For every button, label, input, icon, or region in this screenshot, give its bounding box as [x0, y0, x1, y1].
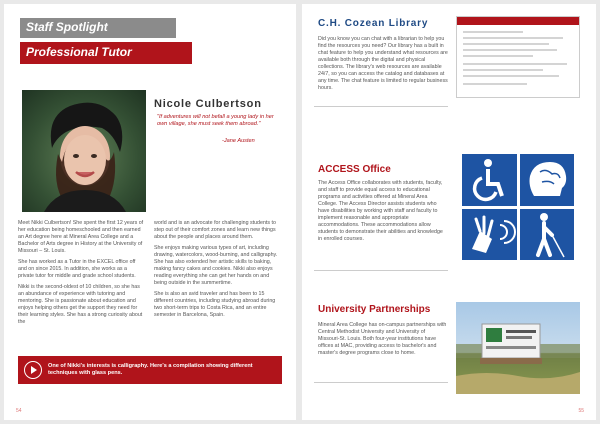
role-banner — [20, 42, 192, 64]
library-chat-screenshot — [456, 16, 580, 98]
library-body: Did you know you can chat with a librarian to help you find the resources you need? Our library has a built in chat feature to help you understand what resources are available both through the digital and physical collections. The library's web resources are available 24/7, so you can access the catalog and databases at any time. The chat feature is limited to regular business hours. — [318, 36, 448, 91]
play-icon[interactable] — [24, 361, 42, 379]
page-number-left: 54 — [16, 408, 22, 414]
section-divider — [314, 270, 448, 271]
page-number-right: 55 — [578, 408, 584, 414]
accessibility-icons — [462, 154, 574, 260]
staff-spotlight-banner — [20, 18, 176, 38]
blind-cane-icon — [520, 209, 575, 261]
access-body: The Access Office collaborates with students, faculty, and staff to provide equal access to educational programs and activities offered at Mineral Area College. The Access Director assists students who have disabilities by working with staff and faculty to implement reasonable and appropriate accommodations. These accommodations allow students to demonstrate their abilities and knowledge in enrolled courses. — [318, 180, 443, 242]
wheelchair-icon — [462, 154, 517, 206]
bio-column-right — [154, 220, 280, 323]
bio-paragraph: She is also an avid traveler and has been to 15 different countries, including studying abroad during two short-term trips to Costa Rica, and an entire semester in Barcelona, Spain. — [154, 291, 276, 318]
brain-icon — [520, 154, 575, 206]
bio-paragraph: She has worked as a Tutor in the EXCEL office off and on since 2015. In addition, she works as a private tutor for middle and grade school students. — [18, 259, 136, 279]
partnerships-title: University Partnerships — [318, 304, 431, 315]
bio-paragraph: She enjoys making various types of art, including drawing, watercolors, wood-burning, and calligraphy. She has also extended her artistic skills to baking, making fancy cakes and cookies. Nikki also enjoys reading everything she can get her hands on and being outside in the summertime. — [154, 245, 278, 286]
screenshot-line — [463, 43, 549, 45]
bio-paragraph: world and is an advocate for challenging students to step out of their comfort zones and learn new things about the people and places around them. — [154, 220, 276, 240]
screenshot-line — [463, 83, 527, 85]
screenshot-header-bar — [457, 17, 579, 25]
bio-paragraph: Nikki is the second-oldest of 10 children, so she has an abundance of experience with tutoring and mentoring. She is passionate about education and enjoys helping others get the support they need for their learning styles. She has a strong curiosity about the — [18, 284, 143, 325]
sign-language-icon — [462, 209, 517, 261]
left-page — [4, 4, 296, 420]
quote-text: "If adventures will not befall a young lady in her own village, she must seek them abroad." — [157, 114, 274, 127]
quote-author: -Jane Austen — [222, 138, 255, 144]
section-divider — [314, 382, 448, 383]
screenshot-line — [463, 31, 523, 33]
staff-photo — [22, 90, 146, 212]
callout-text: One of Nikki's interests is calligraphy. Here's a compilation showing different techniques with glass pens. — [48, 363, 253, 376]
section-divider — [314, 106, 448, 107]
screenshot-line — [463, 49, 557, 51]
partnerships-body: Mineral Area College has on-campus partnerships with Central Methodist University and University of Missouri-St. Louis. Both four-year institutions have offices at MAC, providing access to bachelor's and master's degree programs close to home. — [318, 322, 447, 356]
right-page — [302, 4, 596, 420]
library-title: C.H. Cozean Library — [318, 18, 429, 29]
access-title: ACCESS Office — [318, 164, 391, 175]
screenshot-line — [463, 55, 533, 57]
calligraphy-video-callout[interactable] — [18, 356, 282, 384]
staff-name: Nicole Culbertson — [154, 98, 262, 110]
bio-column-left — [18, 220, 144, 330]
role-label: Professional Tutor — [26, 45, 132, 59]
bio-paragraph: Meet Nikki Culbertson! She spent the first 12 years of her education being homeschooled and then earned an Art degree here at Mineral Area College and a Bachelor of Arts degree in History at the University of Missouri – St. Louis. — [18, 220, 144, 254]
screenshot-line — [463, 75, 559, 77]
staff-spotlight-label: Staff Spotlight — [26, 20, 108, 34]
campus-sign-photo — [456, 302, 580, 394]
screenshot-line — [463, 63, 567, 65]
screenshot-line — [463, 69, 543, 71]
screenshot-line — [463, 37, 563, 39]
